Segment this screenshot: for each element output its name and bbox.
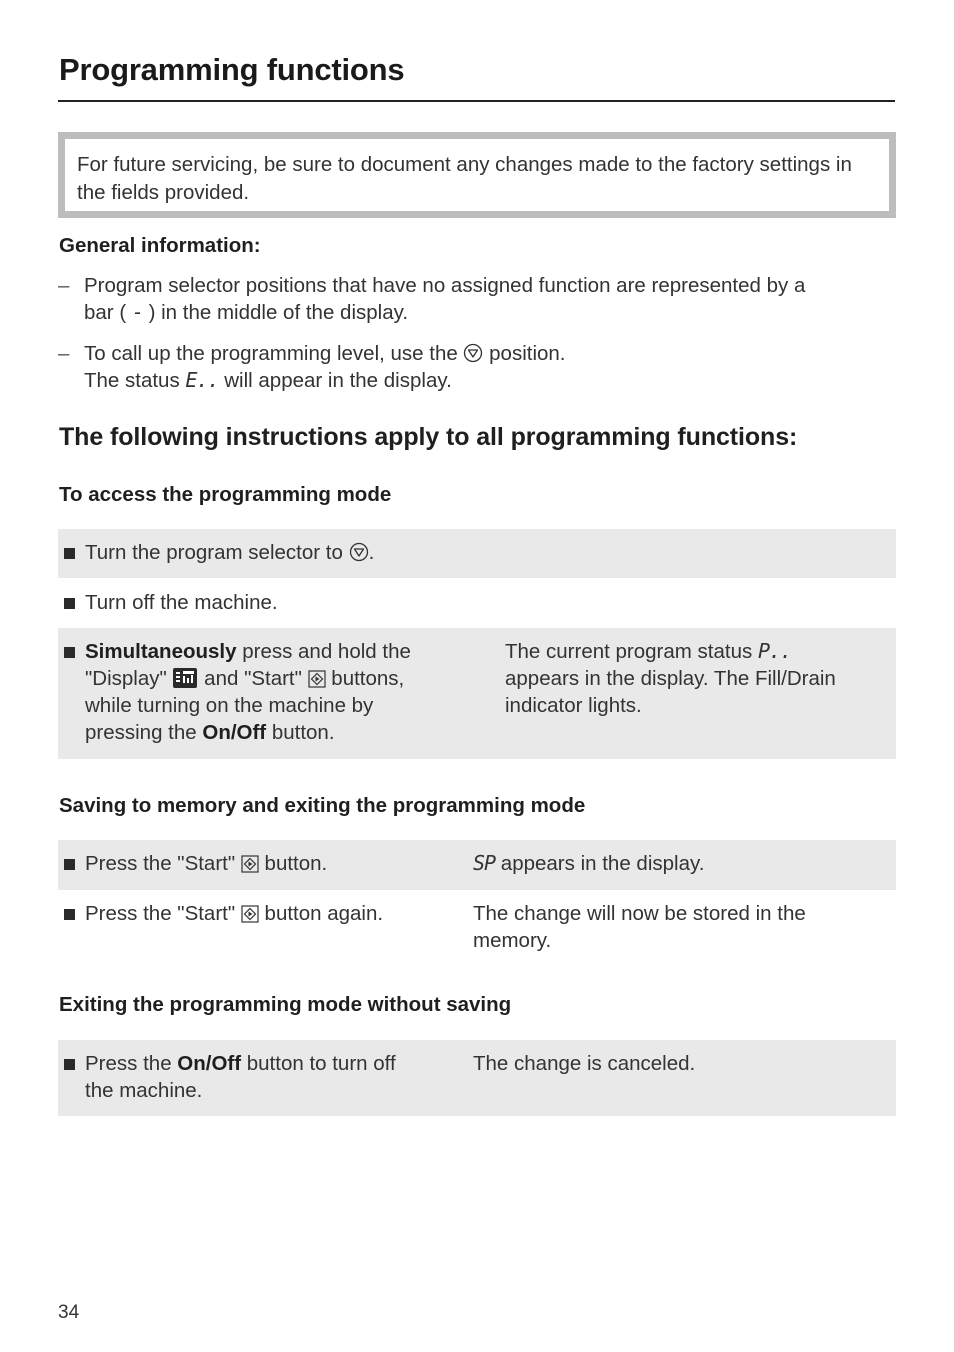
access-heading: To access the programming mode [59, 483, 392, 506]
bullet-square [64, 1059, 75, 1070]
result-text: The current program status P.. appears in the display. The Fill/Drain indicator lights. [505, 639, 836, 717]
notice-box [58, 132, 896, 218]
instruction-text: Press the "Start" button again. [85, 902, 384, 925]
instruction-row [58, 578, 896, 628]
result-text: The change will now be stored in the memory. [473, 902, 806, 952]
start-button-icon [241, 905, 259, 923]
instruction-text: Press the On/Off button to turn off the machine. [85, 1052, 396, 1102]
programming-position-icon [463, 343, 483, 363]
status-symbol: E.. [185, 368, 219, 392]
instruction-row [58, 890, 896, 960]
display-button-icon [172, 667, 198, 689]
bar-symbol: - [131, 300, 143, 324]
instruction-text: Turn the program selector to . [85, 541, 375, 564]
instruction-row [58, 628, 896, 759]
start-button-icon [308, 670, 326, 688]
list-item-line: Program selector positions that have no assigned function are represented by a [84, 274, 806, 297]
general-heading: General information: [59, 234, 261, 257]
list-item [58, 340, 898, 396]
list-item-line: To call up the programming level, use the position. [84, 342, 566, 365]
list-item-line: bar ( - ) in the middle of the display. [84, 300, 409, 324]
instruction-row [58, 840, 896, 890]
programming-position-icon [349, 542, 369, 562]
bullet-square [64, 598, 75, 609]
bullet-square [64, 647, 75, 658]
result-text: SP appears in the display. [473, 851, 705, 875]
notice-text: For future servicing, be sure to document any changes made to the factory settings in the fields provided. [65, 139, 889, 211]
instruction-text: Simultaneously press and hold the "Display" and "Start" buttons, while turning on the machine by pressing the On/Off button. [85, 640, 411, 744]
saving-heading: Saving to memory and exiting the programming mode [59, 794, 586, 817]
dash-marker: – [58, 342, 70, 365]
page-number: 34 [58, 1302, 80, 1323]
bullet-square [64, 859, 75, 870]
instruction-row [58, 529, 896, 578]
dash-marker: – [58, 274, 70, 297]
instruction-text: Press the "Start" button. [85, 852, 328, 875]
list-item-line: The status E.. will appear in the display. [84, 368, 452, 392]
status-symbol: SP [473, 851, 496, 875]
bullet-square [64, 548, 75, 559]
exiting-heading: Exiting the programming mode without saving [59, 993, 512, 1016]
instruction-row [58, 1040, 896, 1116]
instruction-text: Turn off the machine. [85, 591, 278, 614]
bullet-square [64, 909, 75, 920]
page-title: Programming functions [59, 52, 405, 87]
result-text: The change is canceled. [473, 1052, 696, 1075]
start-button-icon [241, 855, 259, 873]
list-item [58, 272, 898, 328]
status-symbol: P.. [757, 639, 792, 663]
title-divider [58, 100, 895, 102]
section-heading: The following instructions apply to all programming functions: [59, 423, 798, 451]
